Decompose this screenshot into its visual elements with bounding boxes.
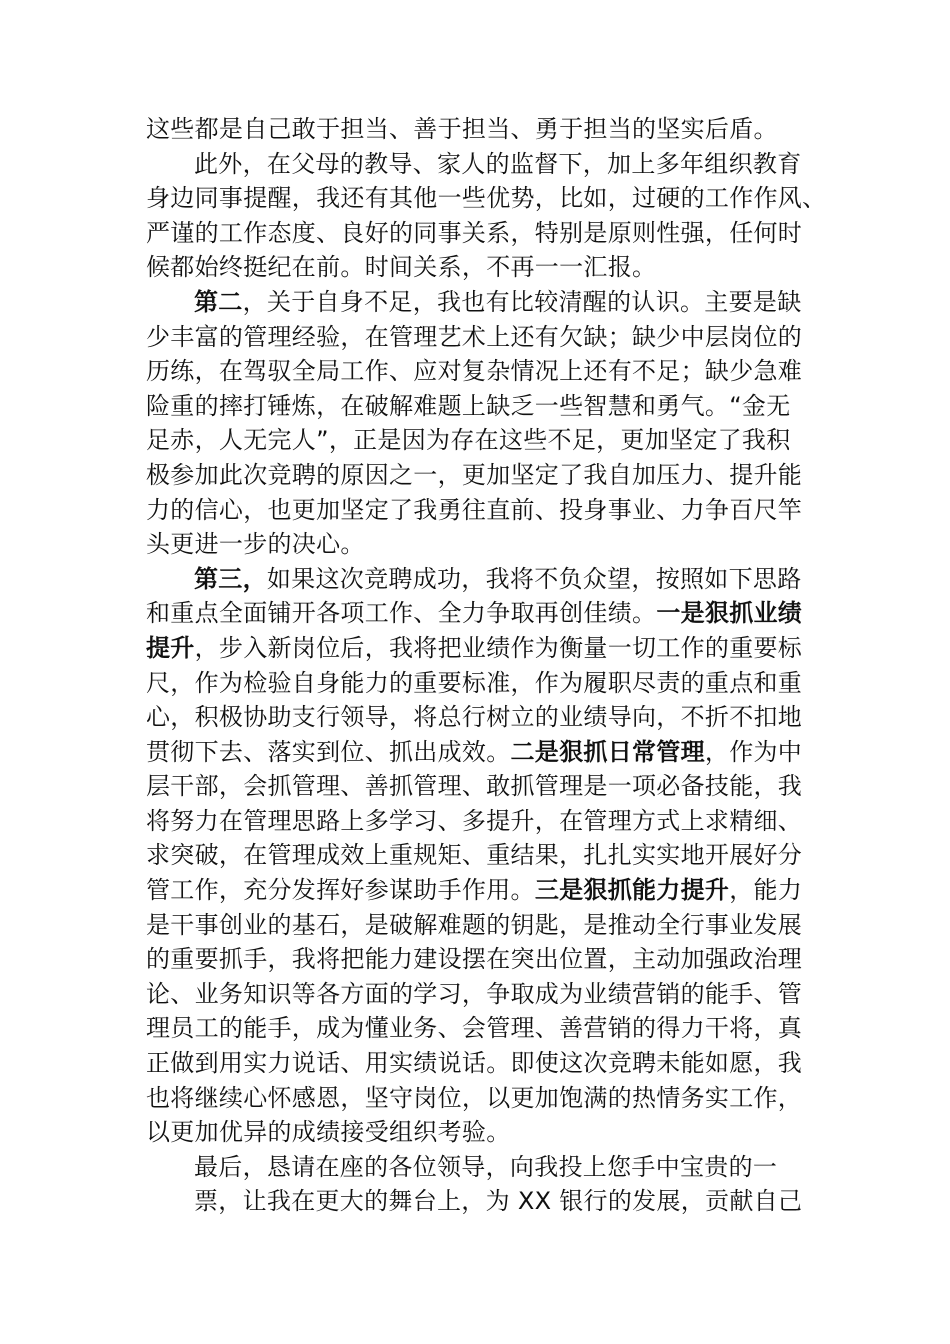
- text-line: [146, 1184, 810, 1219]
- text-segment: 尺，作为检验自身能力的重要标准，作为履职尽责的重点和重: [146, 668, 803, 697]
- text-line: [146, 147, 810, 182]
- text-segment: 的重要抓手，我将把能力建设摆在突出位置，主动加强政治理: [146, 945, 803, 974]
- bold-text-segment: 二是狠抓日常管理: [510, 737, 705, 766]
- text-line: [146, 423, 810, 458]
- text-segment: 和重点全面铺开各项工作、全力争取再创佳绩。: [146, 599, 657, 628]
- text-line: [146, 320, 810, 355]
- text-segment: 历练，在驾驭全局工作、应对复杂情况上还有不足；缺少急难: [146, 357, 803, 386]
- text-segment: 险重的摔打锤炼，在破解难题上缺乏一些智慧和勇气。“金无: [146, 391, 791, 420]
- bold-text-segment: 提升: [146, 633, 195, 662]
- text-segment: 将努力在管理思路上多学习、多提升，在管理方式上求精细、: [146, 806, 803, 835]
- text-segment: 心，积极协助支行领导，将总行树立的业绩导向，不折不扣地: [146, 703, 803, 732]
- text-line: [146, 562, 810, 597]
- text-segment: 这些都是自己敢于担当、善于担当、勇于担当的坚实后盾。: [146, 115, 778, 143]
- bold-text-segment: 三是狠抓能力提升: [534, 876, 730, 905]
- text-line: [146, 1115, 810, 1150]
- text-line: [146, 493, 810, 528]
- text-segment: 正做到用实力说话、用实绩说话。即使这次竞聘未能如愿，我: [146, 1049, 803, 1078]
- text-line: [146, 1081, 810, 1116]
- text-segment: 少丰富的管理经验，在管理艺术上还有欠缺；缺少中层岗位的: [146, 322, 803, 351]
- text-line: [146, 181, 827, 216]
- text-line: [146, 735, 810, 770]
- text-segment: 身边同事提醒，我还有其他一些优势，比如，过硬的工作作风、: [146, 184, 827, 213]
- text-segment: 最后，恳请在座的各位领导，向我投上您手中宝贵的一: [194, 1152, 778, 1181]
- text-line: [146, 1011, 810, 1046]
- text-line: [146, 873, 810, 908]
- text-line: [146, 1150, 810, 1185]
- text-segment: 头更进一步的决心。: [146, 530, 365, 559]
- text-segment: 以更加优异的成绩接受组织考验。: [146, 1118, 511, 1147]
- text-segment: 此外，在父母的教导、家人的监督下，加上多年组织教育: [194, 149, 802, 178]
- text-line: [146, 285, 810, 320]
- text-line: [146, 112, 810, 147]
- text-segment: 极参加此次竞聘的原因之一，更加坚定了我自加压力、提升能: [146, 460, 803, 489]
- text-segment: ，步入新岗位后，我将把业绩作为衡量一切工作的重要标: [194, 633, 803, 662]
- text-segment: 也将继续心怀感恩，坚守岗位，以更加饱满的热情务实工作，: [146, 1083, 803, 1112]
- text-line: [146, 389, 810, 424]
- text-line: [146, 769, 810, 804]
- text-segment: 足赤，人无完人”，正是因为存在这些不足，更加坚定了我积: [146, 426, 791, 455]
- text-segment: 是干事创业的基石，是破解难题的钥匙，是推动全行事业发展: [146, 910, 803, 939]
- text-line: [146, 458, 810, 493]
- body-text: [146, 112, 827, 1219]
- text-segment: 严谨的工作态度、良好的同事关系，特别是原则性强，任何时: [146, 218, 803, 247]
- text-segment: ，关于自身不足，我也有比较清醒的认识。主要是缺: [242, 287, 802, 316]
- text-line: [146, 527, 810, 562]
- text-segment: 理员工的能手，成为懂业务、会管理、善营销的得力干将，真: [146, 1014, 803, 1043]
- text-segment: 论、业务知识等各方面的学习，争取成为业绩营销的能手、管: [146, 979, 803, 1008]
- text-line: [146, 1046, 810, 1081]
- text-line: [146, 631, 810, 666]
- text-line: [146, 250, 810, 285]
- text-line: [146, 908, 810, 943]
- text-segment: 力的信心，也更加坚定了我勇往直前、投身事业、力争百尺竿: [146, 495, 803, 524]
- text-segment: 贯彻下去、落实到位、抓出成效。: [146, 737, 511, 766]
- text-line: [146, 700, 810, 735]
- text-line: [146, 942, 810, 977]
- bold-text-segment: 一是狠抓业绩: [656, 599, 803, 628]
- text-segment: 求突破，在管理成效上重规矩、重结果，扎扎实实地开展好分: [146, 841, 803, 870]
- text-segment: 票，让我在更大的舞台上，为 XX 银行的发展，贡献自己: [194, 1187, 803, 1216]
- text-segment: 如果这次竞聘成功，我将不负众望，按照如下思路: [266, 564, 802, 593]
- bold-text-segment: 第三，: [194, 564, 267, 593]
- text-line: [146, 804, 810, 839]
- text-line: [146, 216, 810, 251]
- bold-text-segment: 第二: [194, 287, 243, 316]
- text-line: [146, 354, 810, 389]
- text-segment: 层干部，会抓管理、善抓管理、敢抓管理是一项必备技能，我: [146, 772, 803, 801]
- text-segment: 候都始终挺纪在前。时间关系，不再一一汇报。: [146, 253, 657, 282]
- text-line: [146, 596, 810, 631]
- text-line: [146, 838, 810, 873]
- text-segment: ，作为中: [704, 737, 803, 766]
- text-segment: ，能力: [729, 876, 803, 905]
- text-line: [146, 666, 810, 701]
- text-line: [146, 977, 810, 1012]
- text-segment: 管工作，充分发挥好参谋助手作用。: [146, 876, 535, 905]
